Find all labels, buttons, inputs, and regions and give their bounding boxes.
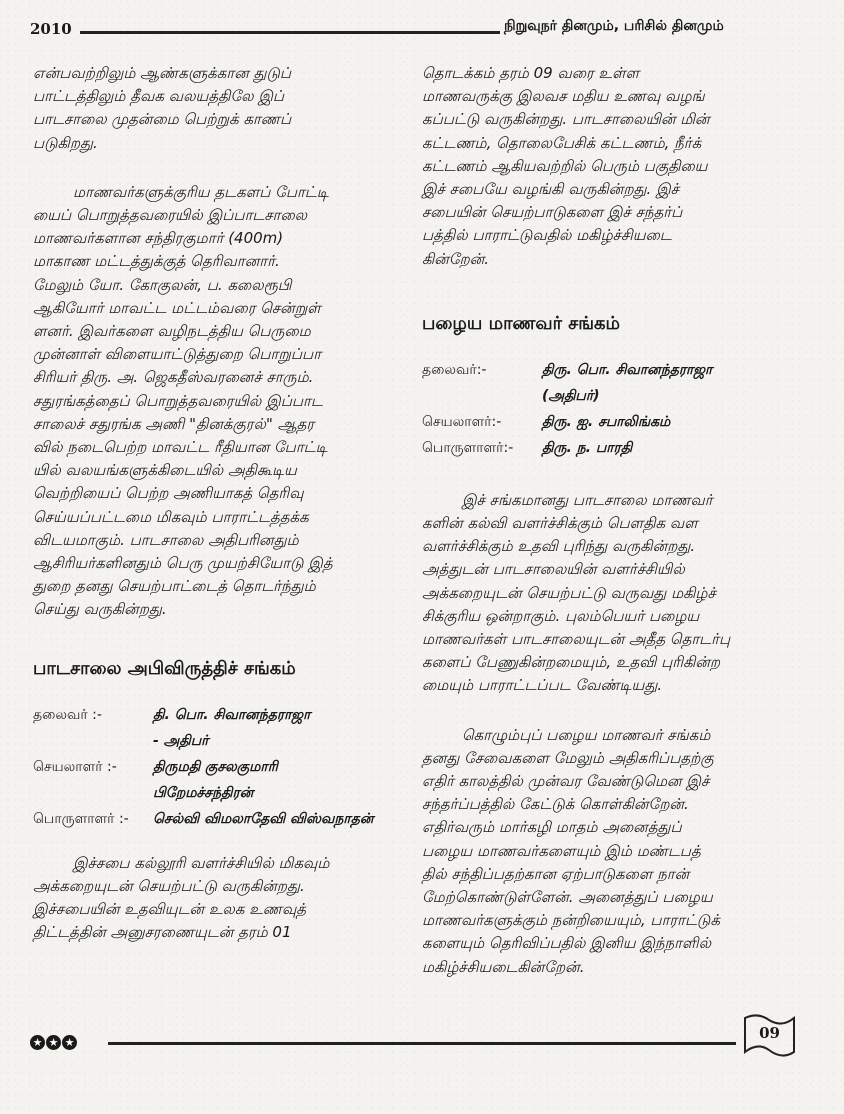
right-column xyxy=(422,62,807,979)
text-line: சாலைச் சதுரங்க அணி "தினக்குரல்" ஆதர xyxy=(33,414,315,433)
officer-name: - அதிபர் xyxy=(153,732,209,749)
text-line: களையும் தெரிவிப்பதில் இனிய இந்நாளில் xyxy=(422,934,712,953)
text-line: அக்கறையுடன் செயற்பட்டு வருவது மகிழ்ச் xyxy=(422,583,716,602)
officer-role: செயலாளர்:- xyxy=(422,413,502,430)
officer-role: தலைவர் :- xyxy=(33,706,102,723)
text-line: ளனர். இவர்களை வழிநடத்திய பெருமை xyxy=(33,322,311,341)
text-line: சபையின் செயற்பாடுகளை இச் சந்தர்ப் xyxy=(422,203,683,222)
text-line: பாடசாலை முதன்மை பெற்றுக் காணப் xyxy=(33,110,292,129)
text-line: மாணவருக்கு இலவச மதிய உணவு வழங் xyxy=(422,87,705,106)
text-line: திட்டத்தின் அனுசரணையுடன் தரம் 01 xyxy=(33,923,292,942)
page-number: 09 xyxy=(759,1024,780,1042)
footer-rule xyxy=(108,1042,736,1045)
text-line: யில் வலயங்களுக்கிடையில் அதிகூடிய xyxy=(33,461,297,480)
officer-role: தலைவர்:- xyxy=(422,361,487,378)
star-icon: ★ xyxy=(62,1035,77,1050)
text-line: எதிர்வரும் மார்கழி மாதம் அனைத்துப் xyxy=(422,818,682,837)
text-line: இச்சபையின் உதவியுடன் உலக உணவுத் xyxy=(33,900,307,919)
development-closing-paragraph xyxy=(33,852,413,945)
text-line: மையும் பாராட்டப்பட வேண்டியது. xyxy=(422,676,663,695)
text-line: மாகாண மட்டத்துக்குத் தெரிவானார். xyxy=(33,252,280,271)
officer-name: (அதிபர்) xyxy=(542,387,600,404)
text-line: கின்றேன். xyxy=(422,249,490,268)
text-line: இச்சபை கல்லூரி வளர்ச்சியில் மிகவும் xyxy=(73,853,330,872)
star-icon: ★ xyxy=(46,1035,61,1050)
intro-paragraph xyxy=(33,62,413,155)
page-header xyxy=(30,18,820,42)
officer-row xyxy=(422,357,807,383)
officer-name: செல்வி விமலாதேவி விஸ்வநாதன் xyxy=(153,810,374,827)
officer-role: பொருளாளர்:- xyxy=(422,439,514,456)
header-title: நிறுவுநர் தினமும், பரிசில் தினமும் xyxy=(504,18,724,34)
text-line: மேற்கொண்டுள்ளேன். அனைத்துப் பழைய xyxy=(422,888,713,907)
text-line: பழைய மாணவர்களையும் இம் மண்டபத் xyxy=(422,841,701,860)
officer-role: செயலாளர் :- xyxy=(33,758,117,775)
officer-row xyxy=(422,383,807,409)
header-rule xyxy=(80,31,500,34)
text-line: முன்னாள் விளையாட்டுத்துறை பொறுப்பா xyxy=(33,345,322,364)
officer-row xyxy=(33,780,413,806)
text-line: சதுரங்கத்தைப் பொறுத்தவரையில் இப்பாட xyxy=(33,391,323,410)
text-line: தொடக்கம் தரம் 09 வரை உள்ள xyxy=(422,64,640,82)
text-line: ஆசிரியர்களினதும் பெரு முயற்சியோடு இத் xyxy=(33,554,333,573)
text-line: இச் சங்கமானது பாடசாலை மாணவர் xyxy=(462,490,713,509)
text-line: மகிழ்ச்சியடைகின்றேன். xyxy=(422,957,585,976)
page-footer xyxy=(30,1024,820,1078)
text-line: மேலும் யோ. கோகுலன், ப. கலைரூபி xyxy=(33,275,292,294)
text-line: கட்டணம், தொலைபேசிக் கட்டணம், நீர்க் xyxy=(422,133,702,152)
text-line: வெற்றியைப் பெற்ற அணியாகத் தெரிவு xyxy=(33,484,304,503)
text-line: சந்தர்ப்பத்தில் கேட்டுக் கொள்கின்றேன். xyxy=(422,795,689,814)
meal-program-paragraph xyxy=(422,62,807,271)
text-line: மாணவர்களுக்குரிய தடகளப் போட்டி xyxy=(73,182,329,201)
text-line: அத்துடன் பாடசாலையின் வளர்ச்சியில் xyxy=(422,560,685,579)
text-line: தில் சந்திப்பதற்கான ஏற்பாடுகளை நான் xyxy=(422,864,690,883)
sports-paragraph xyxy=(33,181,413,622)
text-line: செய்யப்பட்டமை மிகவும் பாராட்டத்தக்க xyxy=(33,507,309,526)
section-title-development-society: பாடசாலை அபிவிருத்திச் சங்கம் xyxy=(33,657,296,679)
header-year: 2010 xyxy=(30,20,72,38)
text-line: துறை தனது செயற்பாட்டைத் தொடர்ந்தும் xyxy=(33,577,316,596)
officer-name: திரு. பொ. சிவானந்தராஜா xyxy=(542,361,713,378)
text-line: அக்கறையுடன் செயற்பட்டு வருகின்றது. xyxy=(33,876,305,895)
text-line: செய்து வருகின்றது. xyxy=(33,600,167,619)
text-line: களின் கல்வி வளர்ச்சிக்கும் பௌதிக வள xyxy=(422,514,698,533)
alumni-officers xyxy=(422,357,807,461)
officer-row xyxy=(33,754,413,780)
text-line: யைப் பொறுத்தவரையில் இப்பாடசாலை xyxy=(33,206,308,225)
officer-row xyxy=(33,702,413,728)
text-line: இச் சபையே வழங்கி வருகின்றது. இச் xyxy=(422,180,679,199)
section-title-alumni-association: பழைய மாணவர் சங்கம் xyxy=(422,312,621,334)
text-line: களைப் பேணுகின்றமையும், உதவி புரிகின்ற xyxy=(422,653,721,672)
text-line: எதிர் காலத்தில் முன்வர வேண்டுமென இச் xyxy=(422,772,710,791)
text-line: மாணவர்களுக்கும் நன்றியையும், பாராட்டுக் xyxy=(422,911,720,930)
text-line: வளர்ச்சிக்கும் உதவி புரிந்து வருகின்றது. xyxy=(422,537,696,556)
text-line: வில் நடைபெற்ற மாவட்ட ரீதியான போட்டி xyxy=(33,438,328,457)
star-icon: ★ xyxy=(30,1035,45,1050)
officer-row xyxy=(422,435,807,461)
officer-row xyxy=(33,728,413,754)
text-line: படுகிறது. xyxy=(33,133,98,152)
text-line: சிரியர் திரு. அ. ஜெகதீஸ்வரனைச் சாரும். xyxy=(33,368,314,387)
text-line: மாணவர்கள் பாடசாலையுடன் அதீத தொடர்பு xyxy=(422,630,731,649)
text-line: மாணவர்களான சந்திரகுமார் (400m) xyxy=(33,229,284,248)
text-line: என்பவற்றிலும் ஆண்களுக்கான துடுப் xyxy=(33,64,292,82)
development-society-officers xyxy=(33,702,413,832)
left-column xyxy=(33,62,413,944)
colombo-alumni-paragraph xyxy=(422,724,807,979)
star-ornament xyxy=(30,1035,77,1050)
officer-name: திரு. ஐ. சபாலிங்கம் xyxy=(542,413,671,430)
officer-row xyxy=(422,409,807,435)
page-number-banner xyxy=(742,1012,797,1056)
text-line: பத்தில் பாராட்டுவதில் மகிழ்ச்சியடை xyxy=(422,226,672,245)
officer-name: தி. பொ. சிவானந்தராஜா xyxy=(153,706,311,723)
text-line: கட்டணம் ஆகியவற்றில் பெரும் பகுதியை xyxy=(422,156,708,175)
text-line: பாட்டத்திலும் தீவக வலயத்திலே இப் xyxy=(33,87,285,106)
text-line: கொழும்புப் பழைய மாணவர் சங்கம் xyxy=(462,725,711,744)
text-line: சிக்குரிய ஒன்றாகும். புலம்பெயர் பழைய xyxy=(422,606,700,625)
officer-name: பிறேமச்சந்திரன் xyxy=(153,784,254,801)
text-line: ஆகியோர் மாவட்ட மட்டம்வரை சென்றுள் xyxy=(33,298,321,317)
alumni-paragraph xyxy=(422,489,807,698)
text-line: தனது சேவைகளை மேலும் அதிகரிப்பதற்கு xyxy=(422,748,714,767)
officer-role: பொருளாளர் :- xyxy=(33,810,129,827)
text-line: விடயமாகும். பாடசாலை அதிபரினதும் xyxy=(33,530,299,549)
officer-name: திரு. ந. பாரதி xyxy=(542,439,633,456)
text-line: கப்பட்டு வருகின்றது. பாடசாலையின் மின் xyxy=(422,110,710,129)
officer-row xyxy=(33,806,413,832)
officer-name: திருமதி குசலகுமாரி xyxy=(153,758,278,775)
